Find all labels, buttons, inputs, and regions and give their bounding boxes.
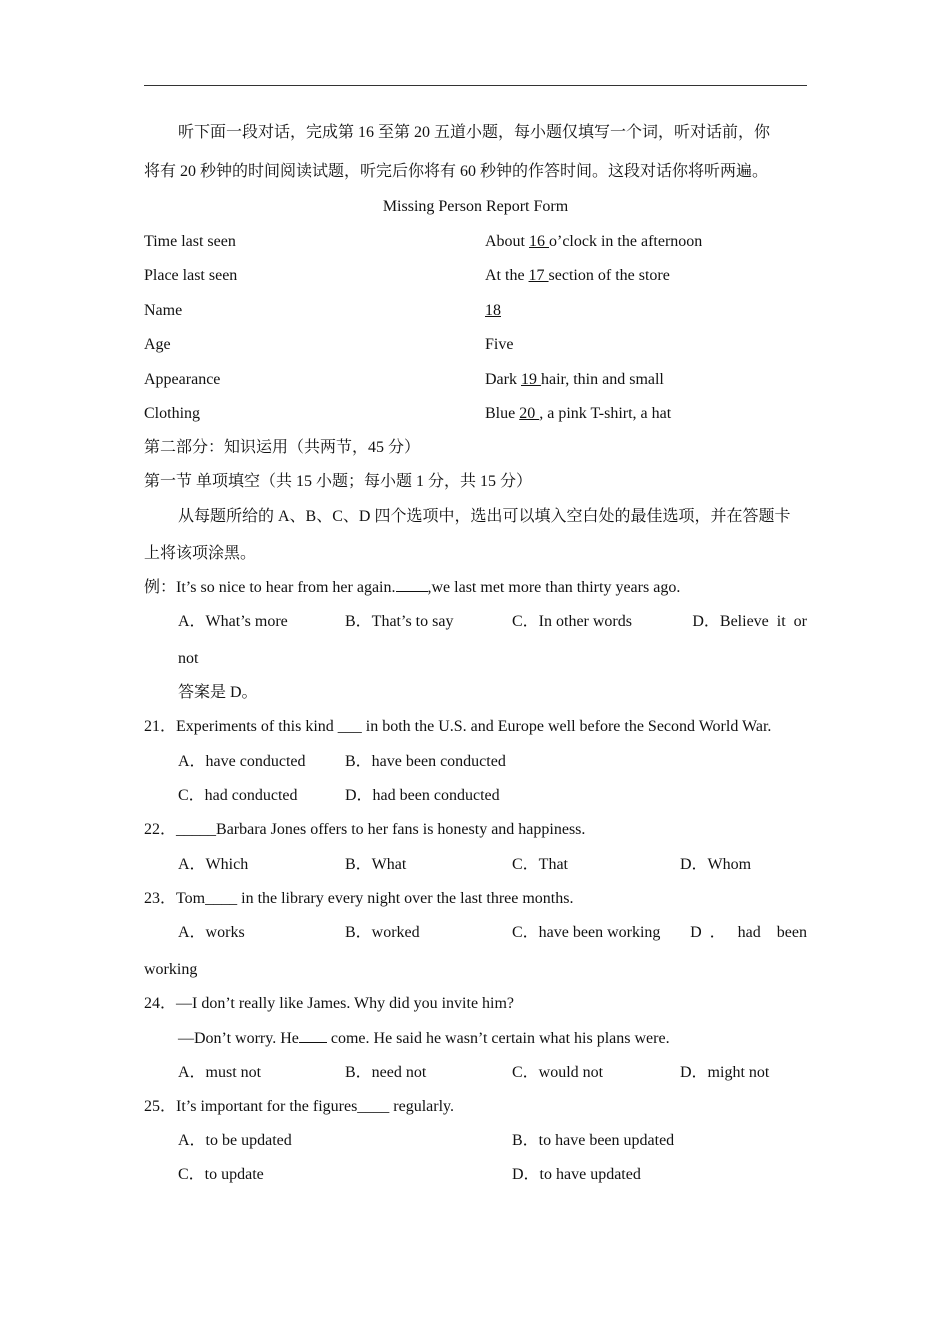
q23-option-b[interactable]: B．worked <box>345 924 420 941</box>
part2-heading: 第二部分：知识运用（共两节，45 分） <box>144 439 421 456</box>
example-option-b[interactable]: B．That’s to say <box>345 613 454 630</box>
q25-option-a[interactable]: A．to be updated <box>178 1132 292 1149</box>
q21-option-a[interactable]: A．have conducted <box>178 753 306 770</box>
q25-option-d[interactable]: D．to have updated <box>512 1166 641 1183</box>
q21-option-b[interactable]: B．have been conducted <box>345 753 506 770</box>
question-25-stem: 25．It’s important for the figures____ regularly. <box>144 1098 455 1115</box>
question-21-stem: 21．Experiments of this kind ___ in both the U.S. and Europe well before the Second World War. <box>144 718 772 735</box>
blank-18[interactable]: 18 <box>485 302 501 319</box>
q24-option-c[interactable]: C．would not <box>512 1064 604 1081</box>
q24-option-a[interactable]: A．must not <box>178 1064 262 1081</box>
question-24-stem: 24．—I don’t really like James. Why did you invite him? <box>144 995 515 1012</box>
example-option-a[interactable]: A．What’s more <box>178 613 288 630</box>
example-blank[interactable] <box>396 579 428 592</box>
form-title: Missing Person Report Form <box>382 198 569 215</box>
q23-option-d[interactable]: D ． had been <box>690 924 807 941</box>
q22-option-c[interactable]: C．That <box>512 856 568 873</box>
q22-option-b[interactable]: B．What <box>345 856 407 873</box>
example-option-d[interactable]: D．Believe it or <box>692 613 807 630</box>
q23-option-c[interactable]: C．have been working <box>512 924 661 941</box>
q25-option-b[interactable]: B．to have been updated <box>512 1132 675 1149</box>
blank-20[interactable]: 20 <box>519 405 540 422</box>
instruction-line-2: 上将该项涂黑。 <box>144 545 257 562</box>
form-label-appearance: Appearance <box>144 371 221 388</box>
q24-option-d[interactable]: D．might not <box>680 1064 770 1081</box>
form-label-time: Time last seen <box>144 233 236 250</box>
question-22-stem: 22．_____Barbara Jones offers to her fans is honesty and happiness. <box>144 821 586 838</box>
blank-19[interactable]: 19 <box>520 371 541 388</box>
instruction-line-1: 从每题所给的 A、B、C、D 四个选项中，选出可以填入空白处的最佳选项，并在答题卡 <box>178 508 791 525</box>
q24-option-b[interactable]: B．need not <box>345 1064 427 1081</box>
q21-option-d[interactable]: D．had been conducted <box>345 787 500 804</box>
form-value-place: At the 17 section of the store <box>485 267 670 284</box>
intro-line-2: 将有 20 秒钟的时间阅读试题，听完后你将有 60 秒钟的作答时间。这段对话你将听两遍。 <box>144 163 769 180</box>
blank-17[interactable]: 17 <box>528 267 549 284</box>
question-23-stem: 23．Tom____ in the library every night over the last three months. <box>144 890 574 907</box>
example-stem: 例：It’s so nice to hear from her again. ,we last met more than thirty years ago. <box>144 579 681 596</box>
form-value-age: Five <box>485 336 514 353</box>
q25-option-c[interactable]: C．to update <box>178 1166 264 1183</box>
q23-option-a[interactable]: A．works <box>178 924 245 941</box>
q22-option-a[interactable]: A．Which <box>178 856 249 873</box>
form-value-time: About 16 o’clock in the afternoon <box>485 233 703 250</box>
example-answer: 答案是 D。 <box>178 684 258 701</box>
form-label-age: Age <box>144 336 171 353</box>
example-option-c[interactable]: C．In other words <box>512 613 632 630</box>
q24-blank[interactable] <box>299 1030 327 1043</box>
form-label-clothing: Clothing <box>144 405 201 422</box>
blank-16[interactable]: 16 <box>529 233 549 250</box>
form-label-place: Place last seen <box>144 267 238 284</box>
q21-option-c[interactable]: C．had conducted <box>178 787 298 804</box>
form-value-name <box>485 301 501 321</box>
form-value-appearance: Dark 19 hair, thin and small <box>485 371 664 388</box>
form-value-clothing: Blue 20 , a pink T-shirt, a hat <box>485 405 672 422</box>
section1-heading: 第一节 单项填空（共 15 小题；每小题 1 分，共 15 分） <box>144 473 533 490</box>
q23-option-d-wrap: working <box>144 961 198 978</box>
header-rule <box>144 85 807 86</box>
form-label-name: Name <box>144 302 183 319</box>
intro-line-1: 听下面一段对话，完成第 16 至第 20 五道小题，每小题仅填写一个词，听对话前，你 <box>178 124 771 141</box>
example-option-d-wrap: not <box>178 650 199 667</box>
q22-option-d[interactable]: D．Whom <box>680 856 752 873</box>
question-24-stem-2: —Don’t worry. He come. He said he wasn’t certain what his plans were. <box>178 1030 670 1047</box>
